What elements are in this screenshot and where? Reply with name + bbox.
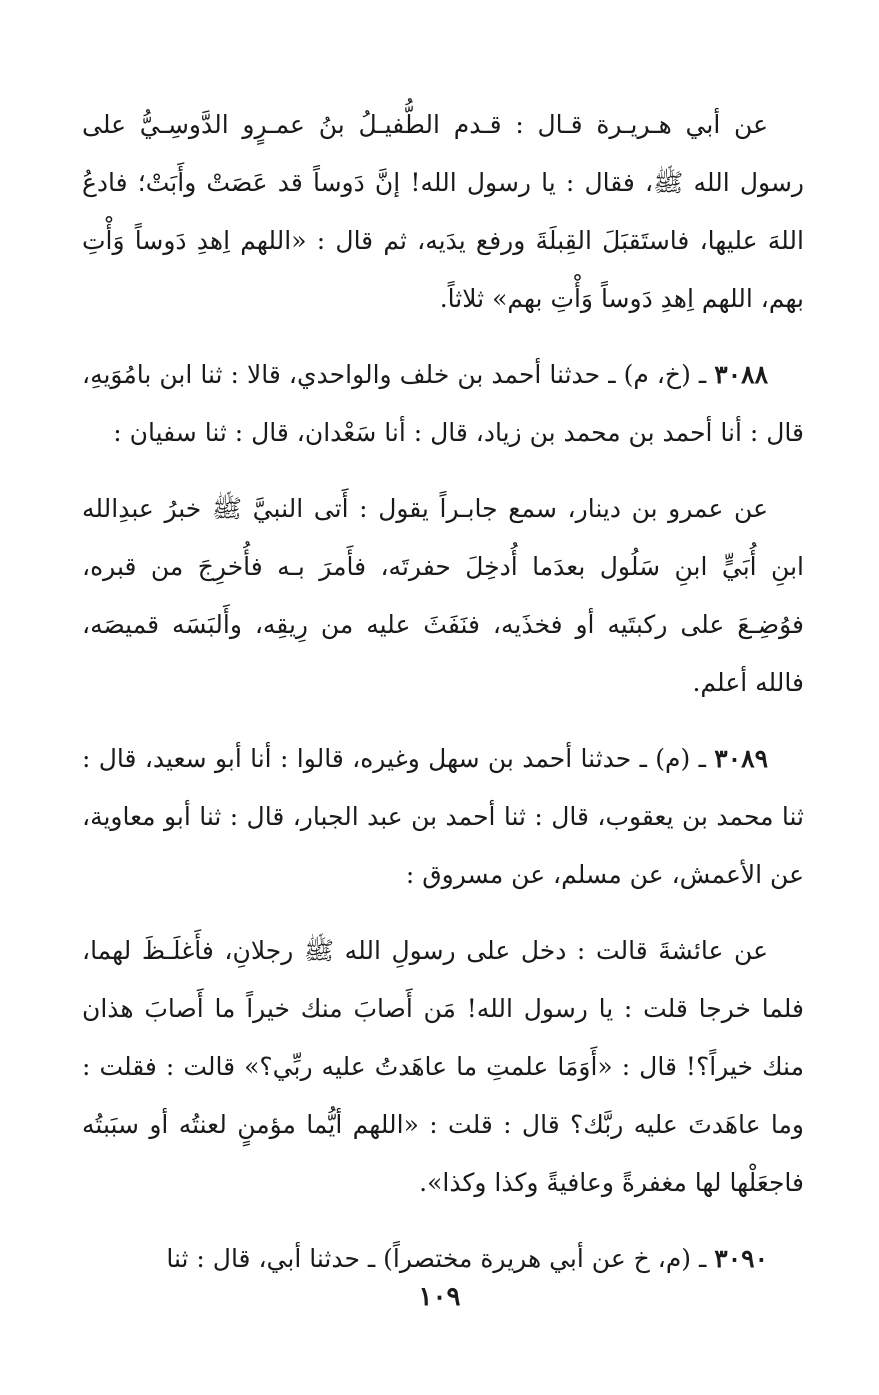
isnad-text: ـ (م) ـ حدثنا أحمد بن سهل وغيره، قالوا : أنا أبو سعيد، قال : ثنا محمد بن يعقوب، قال : ثنا أحمد بن عبد الجبار، قال : ثنا أبو معاوية، عن الأعمش، عن مسلم، عن مسروق :	[82, 744, 804, 889]
page-number: ١٠٩	[418, 1282, 461, 1312]
hadith-text-jabir	[82, 480, 804, 712]
hadith-number: ٣٠٨٩	[714, 744, 768, 773]
hadith-isnad-3089	[82, 730, 804, 904]
isnad-text: ـ (م، خ عن أبي هريرة مختصراً) ـ حدثنا أبي، قال : ثنا	[166, 1244, 715, 1273]
paragraph-text: عن عائشةَ قالت : دخل على رسولِ الله ﷺ رجلانِ، فأَغلَـظَ لهما، فلما خرجا قلت : يا رسول الله! مَن أَصابَ منك خيراً ما أَصابَ هذان منك خيراً؟! قال : «أَوَمَا علمتِ ما عاهَدتُ عليه ربِّي؟» قالت : فقلت : وما عاهَدتَ عليه ربَّك؟ قال : قلت : «اللهم أيُّما مؤمنٍ لعنتُه أو سبَبتُه فاجعَلْها لها مغفرةً وعافيةً وكذا وكذا».	[82, 936, 804, 1197]
hadith-isnad-3090	[82, 1230, 804, 1288]
hadith-text-tufayl	[82, 96, 804, 328]
hadith-isnad-3088	[82, 346, 804, 462]
hadith-number: ٣٠٨٨	[714, 360, 768, 389]
paragraph-text: عن عمرو بن دينار، سمع جابـراً يقول : أَتى النبيَّ ﷺ خبرُ عبدِالله ابنِ أُبَيٍّ ابنِ سَلُول بعدَما أُدخِلَ حفرتَه، فأَمرَ بـه فأُخرِجَ من قبره، فوُضِـعَ على ركبتَيه أو فخذَيه، فنَفَثَ عليه من رِيقِه، وأَلبَسَه قميصَه، فالله أعلم.	[82, 494, 804, 697]
isnad-text: ـ (خ، م) ـ حدثنا أحمد بن خلف والواحدي، قالا : ثنا ابن بامُوَيهِ، قال : أنا أحمد بن محمد بن زياد، قال : أنا سَعْدان، قال : ثنا سفيان :	[82, 360, 804, 447]
page-body	[82, 96, 804, 1356]
hadith-text-aisha	[82, 922, 804, 1212]
paragraph-text: عن أبي هـريـرة قـال : قـدم الطُّفيـلُ بنُ عمـرٍو الدَّوسِـيُّ على رسول الله ﷺ، فقال : يا رسول الله! إنَّ دَوساً قد عَصَتْ وأَبَتْ؛ فادعُ اللهَ عليها، فاستَقبَلَ القِبلَةَ ورفع يدَيه، ثم قال : «اللهم اِهدِ دَوساً وَأْتِ بهم، اللهم اِهدِ دَوساً وَأْتِ بهم» ثلاثاً.	[82, 110, 804, 313]
hadith-number: ٣٠٩٠	[714, 1244, 768, 1273]
